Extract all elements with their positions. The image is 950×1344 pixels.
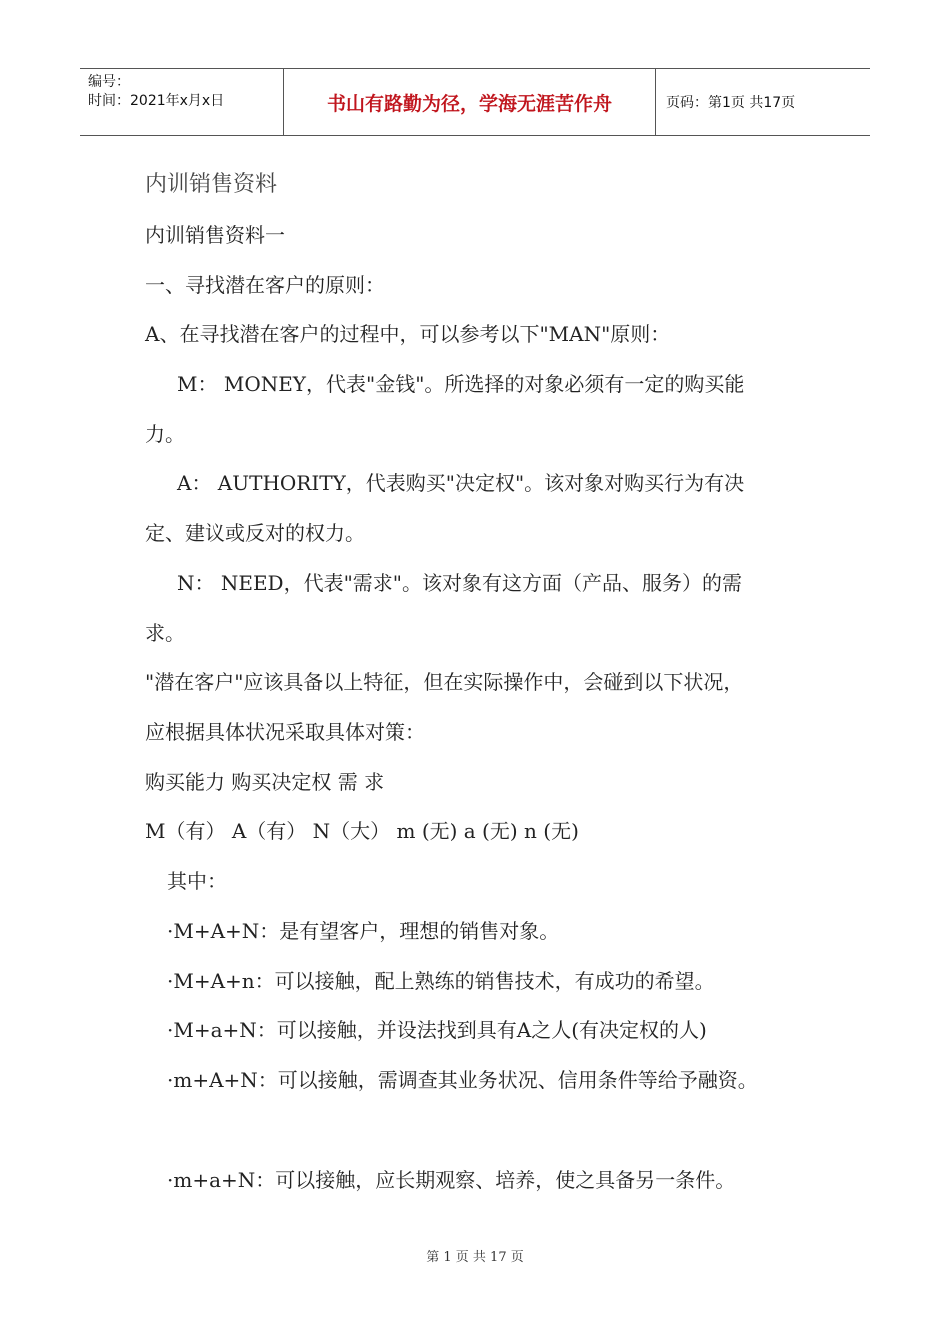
header-motto: 书山有路勤为径，学海无涯苦作舟 [283,69,656,135]
paragraph-line: M： MONEY，代表"金钱"。所选择的对象必须有一定的购买能 [177,372,745,396]
section-heading: 一、寻找潜在客户的原则： [145,273,385,297]
header-page-info: 页码：第1页 共17页 [666,95,796,111]
list-item: ·M+A+n：可以接触，配上熟练的销售技术，有成功的希望。 [167,969,715,993]
paragraph-line: 内训销售资料一 [145,223,285,247]
paragraph-line: 应根据具体状况采取具体对策： [145,720,425,744]
page-footer: 第 1 页 共 17 页 [426,1250,524,1265]
paragraph-line: 其中： [167,869,227,893]
list-item: ·M+A+N：是有望客户，理想的销售对象。 [167,919,560,943]
document-title: 内训销售资料 [145,172,278,197]
list-item: ·m+a+N：可以接触，应长期观察、培养，使之具备另一条件。 [167,1168,736,1192]
list-item: ·M+a+N：可以接触，并设法找到具有A之人(有决定权的人) [167,1018,707,1042]
paragraph-line: 力。 [145,422,185,446]
paragraph-line: N： NEED，代表"需求"。该对象有这方面（产品、服务）的需 [177,571,742,595]
paragraph-line: "潜在客户"应该具备以上特征，但在实际操作中，会碰到以下状况， [145,670,744,694]
paragraph-line: A、在寻找潜在客户的过程中，可以参考以下"MAN"原则： [145,322,671,346]
header-meta [80,69,283,135]
list-item: ·m+A+N：可以接触，需调查其业务状况、信用条件等给予融资。 [167,1068,758,1092]
document-number-label: 编号： [88,74,130,90]
paragraph-line: 购买能力 购买决定权 需 求 [145,770,385,794]
document-date: 时间：2021年x月x日 [88,93,225,109]
paragraph-line: 定、建议或反对的权力。 [145,521,365,545]
paragraph-line: A： AUTHORITY，代表购买"决定权"。该对象对购买行为有决 [177,471,745,495]
page-header [80,68,870,136]
paragraph-line: 求。 [145,621,185,645]
paragraph-line: M（有） A（有） N（大） m (无) a (无) n (无) [145,819,579,843]
